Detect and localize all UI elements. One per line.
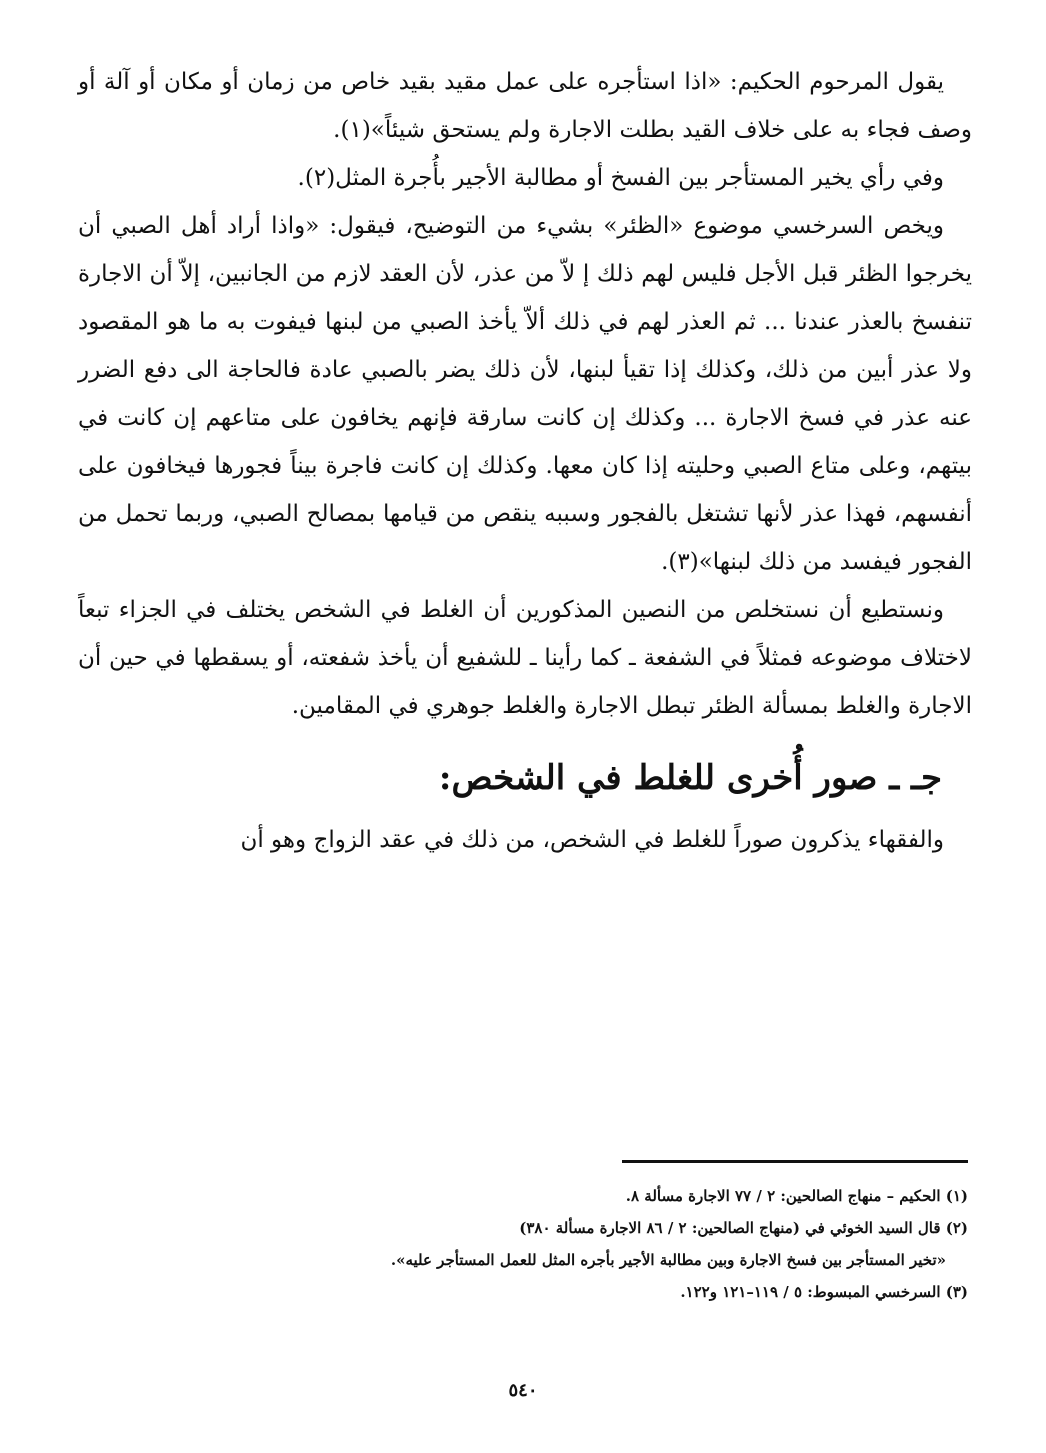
footnote-3: (٣) السرخسي المبسوط: ٥ / ١١٩–١٢١ و١٢٢.	[680, 1283, 968, 1301]
paragraph-conclusion: ونستطيع أن نستخلص من النصين المذكورين أن الغلط في الشخص يختلف في الجزاء تبعاً لاختلاف موضوعه فمثلاً في الشفعة ـ كما رأينا ـ للشفيع أن يأخذ شفعته، أو يسقطها في حين أن الاجارة والغلط بمسألة الظئر تبطل الاجارة والغلط جوهري في المقامين.	[78, 597, 972, 719]
footnote-1: (١) الحكيم – منهاج الصالحين: ٢ / ٧٧ الاجارة مسألة ٨.	[625, 1187, 968, 1205]
paragraph-sarakhsi-quote: ويخص السرخسي موضوع «الظئر» بشيء من التوضيح، فيقول: «واذا أراد أهل الصبي أن يخرجوا الظئر قبل الأجل فليس لهم ذلك إ لاّ من عذر، لأن العقد لازم من الجانبين، إلاّ أن الاجارة تنفسخ بالعذر عندنا ... ثم العذر لهم في ذلك ألاّ يأخذ الصبي من لبنها فيفوت به ما هو المقصود ولا عذر أبين من ذلك، وكذلك إذا تقيأ لبنها، لأن ذلك يضر بالصبي عادة فالحاجة الى دفع الضرر عنه عذر في فسخ الاجارة ... وكذلك إن كانت سارقة فإنهم يخافون على متاعهم إن كانت في بيتهم، وعلى متاع الصبي وحليته إذا كان معها. وكذلك إن كانت فاجرة بيناً فجورها فيخافون على أنفسهم، فهذا عذر لأنها تشتغل بالفجور وسببه ينقص من قيامها بمصالح الصبي، وربما تحمل من الفجور فيفسد من ذلك لبنها»(٣).	[78, 213, 972, 575]
footnote-2-quote: «تخير المستأجر بين فسخ الاجارة وبين مطالبة الأجير بأجره المثل للعمل المستأجر عليه».	[390, 1251, 946, 1269]
footnotes	[78, 1180, 968, 1308]
paragraph-jurists: والفقهاء يذكرون صوراً للغلط في الشخص، من ذلك في عقد الزواج وهو أن	[240, 827, 944, 853]
paragraph-hakim-quote: يقول المرحوم الحكيم: «اذا استأجره على عمل مقيد بقيد خاص من زمان أو مكان أو آلة أو وصف فجاء به على خلاف القيد بطلت الاجارة ولم يستحق شيئاً»(١).	[78, 69, 972, 143]
main-text	[78, 58, 972, 864]
footnote-2: (٢) قال السيد الخوئي في (منهاج الصالحين: ٢ / ٨٦ الاجارة مسألة ٣٨٠)	[519, 1219, 968, 1237]
footnote-divider	[622, 1160, 968, 1163]
page-number: ٥٤٠	[508, 1380, 538, 1401]
section-heading: جـ ـ صور أُخرى للغلط في الشخص:	[438, 758, 942, 798]
paragraph-tenant-option: وفي رأي يخير المستأجر بين الفسخ أو مطالبة الأجير بأُجرة المثل(٢).	[297, 165, 944, 191]
